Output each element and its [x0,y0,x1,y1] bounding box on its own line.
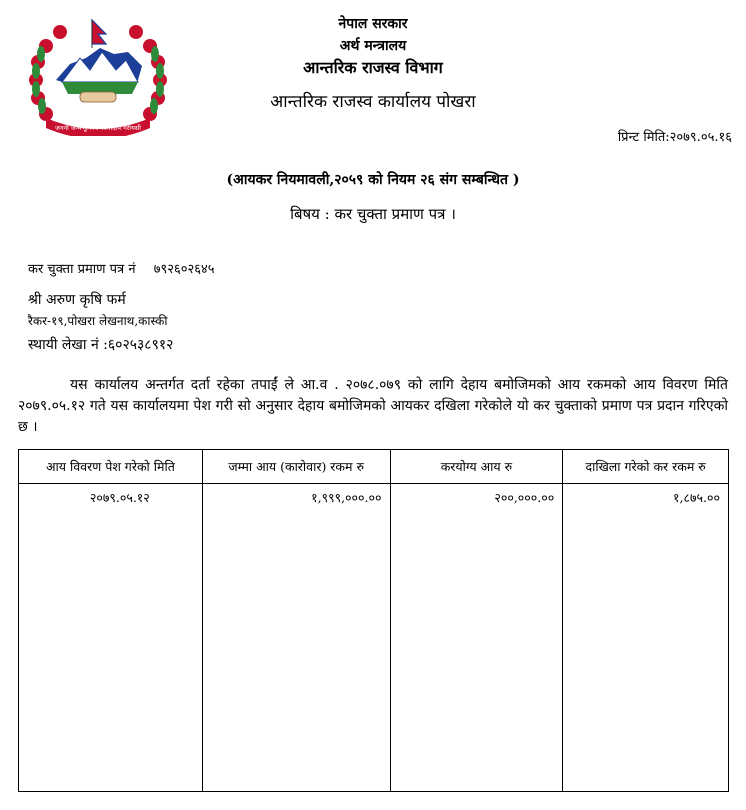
table-cell: २०७९.०५.१२ [19,484,203,792]
taxpayer-name: श्री अरुण कृषि फर्म [28,292,126,308]
table-cell: १,८७५.०० [563,484,729,792]
tax-clearance-table [18,449,729,792]
office-name: आन्तरिक राजस्व कार्यालय पोखरा [270,92,476,112]
rule-reference: (आयकर नियमावली,२०५९ को नियम २६ संग सम्बन्धित ) [226,172,520,188]
table-cell: १,९९९,०००.०० [202,484,390,792]
certificate-number-label: कर चुक्ता प्रमाण पत्र नं [28,262,136,277]
taxpayer-pan: स्थायी लेखा नं :६०२५३८९१२ [28,337,174,353]
column-header: आय विवरण पेश गरेको मिति [19,450,203,484]
taxpayer-address: रैकर-१९,पोखरा लेखनाथ,कास्की [28,314,168,328]
svg-text:जननी जन्मभूमिश्च स्वर्गादपि गर: जननी जन्मभूमिश्च स्वर्गादपि गरीयसी [55,124,141,132]
ministry-name: अर्थ मन्त्रालय [339,38,407,54]
table-row [19,484,729,792]
certificate-paragraph: यस कार्यालय अन्तर्गत दर्ता रहेका तपाईं ले आ.व . २०७८.०७९ को लागि देहाय बमोजिमको आय रकमको आय विवरण मिति २०७९.०५.१२ गते यस कार्यालयमा पेश गरी सो अनुसार देहाय बमोजिमको आयकर दखिला गरेकोले यो कर चुक्ताको प्रमाण पत्र प्रदान गरिएको छ । [18,377,728,435]
column-header: दाखिला गरेको कर रकम रु [563,450,729,484]
column-header: जम्मा आय (कारोवार) रकम रु [202,450,390,484]
subject-line: बिषय : कर चुक्ता प्रमाण पत्र । [290,205,456,223]
certificate-number-value: ७९२६०२६४५ [153,262,215,277]
print-date: प्रिन्ट मिति:२०७९.०५.१६ [617,130,732,145]
certificate-number [28,259,215,277]
table-cell: २००,०००.०० [390,484,563,792]
table-header-row [19,450,729,484]
column-header: करयोग्य आय रु [390,450,563,484]
government-name: नेपाल सरकार [338,16,408,32]
department-name: आन्तरिक राजस्व विभाग [303,58,443,77]
